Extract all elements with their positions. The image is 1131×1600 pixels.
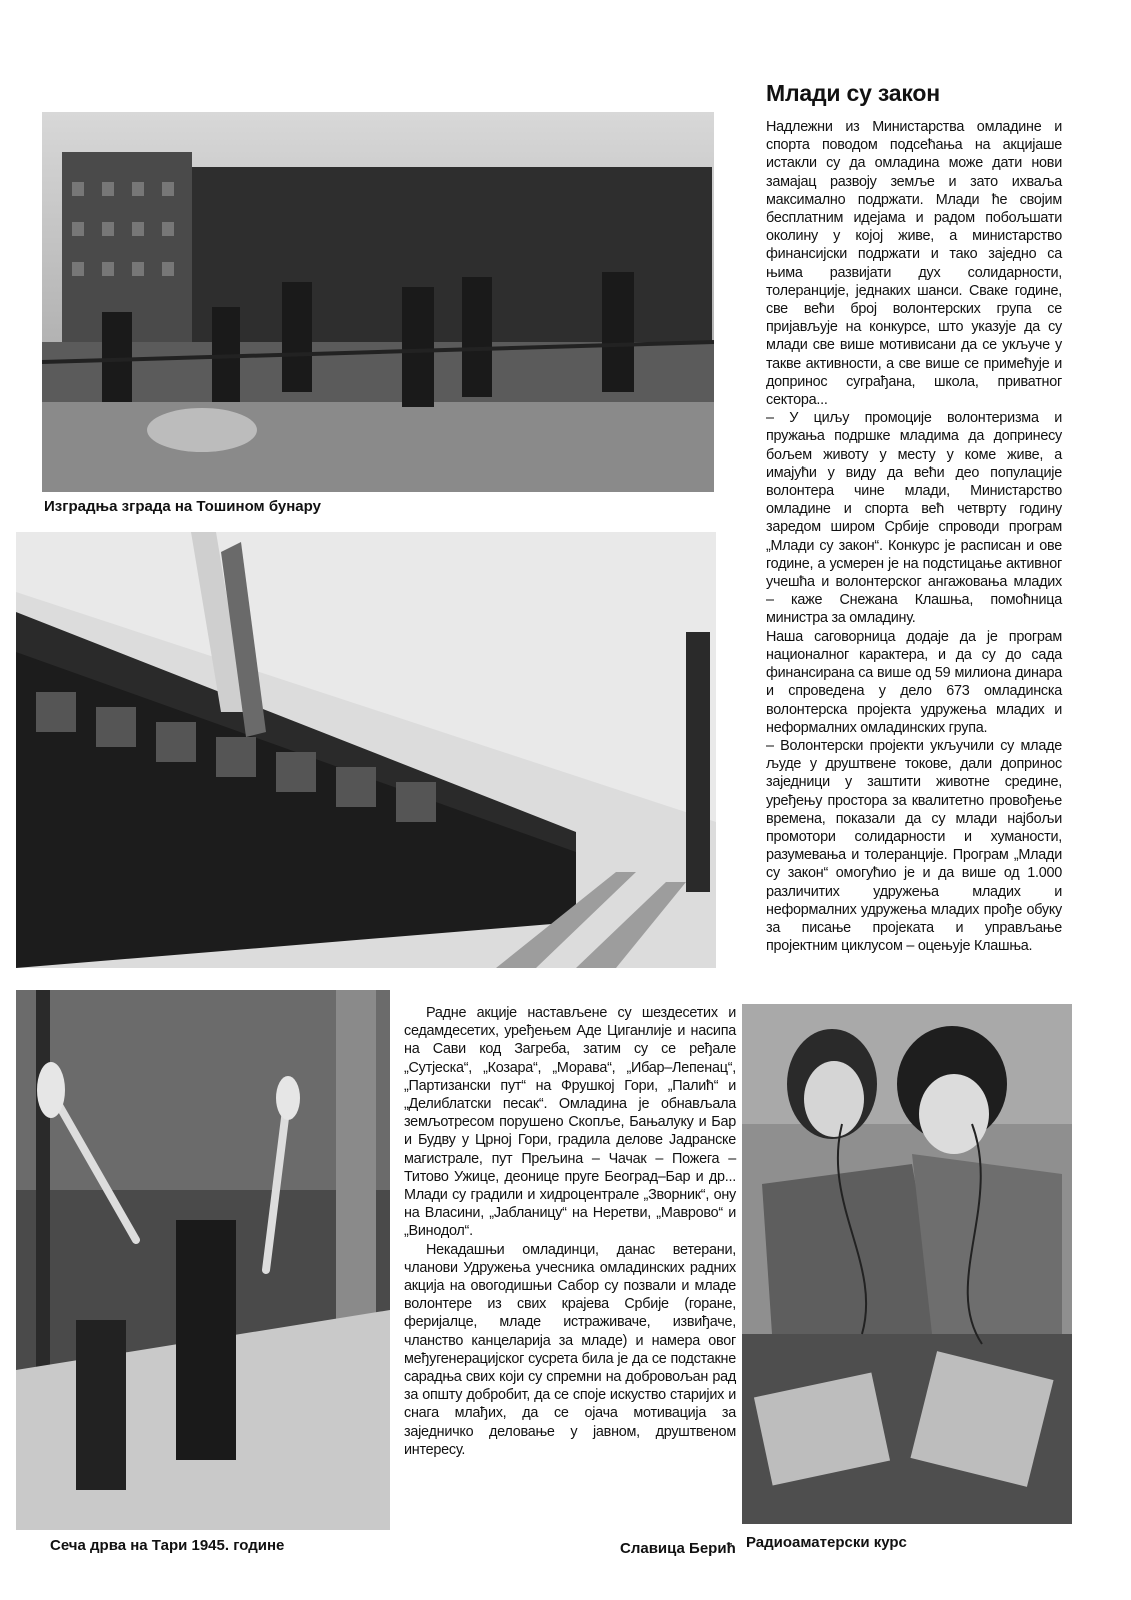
article-headline: Млади су закон <box>766 80 940 106</box>
paragraph: Радне акције настављене су шездесетих и седамдесетих, уређењем Аде Циганлије и насипа на Сави код Загреба, затим су се ређале „Сутјеска“, „Козара“, „Морава“, „Ибар–Лепенац“, „Партизански пут“ на Фрушкој Гори, „Палић“ и „Делиблатски песак“. Омладина је обнављала земљотресом порушено Скопље, Бањалуку и Бар и Будву у Црној Гори, градила делове Јадранске магистрале, пут Прељина – Чачак – Пожега – Титово Ужице, деонице пруге Београд–Бар и др... Млади су градили и хидроцентрале „Зворник“, ону на Власини, „Јабланицу“ на Неретви, „Маврово“ и „Винодол“. <box>404 1005 736 1240</box>
paragraph: – У циљу промоције волонтеризма и пружања подршке младима да допринесу бољем животу у месту у коме живе, а имајући у виду да већи део популације волонтера чине млади, Министарство омладине и спорта већ четврту годину заредом широм Србије спроводи програм „Млади су закон“. Конкурс је расписан и ове године, а усмерен је на подстицање активног учешћа и волонтерског ангажовања младих – каже Снежана Клашња, помоћница министра за омладину. <box>766 410 1062 627</box>
photo-caption-wood-cutting: Сеча дрва на Тари 1945. године <box>50 1537 285 1554</box>
paragraph: Некадашњи омладинци, данас ветерани, чланови Удружења учесника омладинских радних акција на овогодишњи Сабор су позвали и младе волонтере из свих крајева Србије (горане, феријалце, младе истраживаче, извиђаче, чланство канцеларија за младе) и намера овог међугенерацијског сусрета била је да се подстакне сарадња свих који су спремни на добровољан рад за општу добробит, да се споје искуство старијих и снага млађих, да се ојача мотивација за заједничко деловање у јавном, друштвеном интересу. <box>404 1241 736 1458</box>
wood-cutting-photo <box>16 990 390 1530</box>
radio-course-photo <box>742 1004 1072 1524</box>
paragraph: Надлежни из Министарства омладине и спорта поводом подсећања на акцијаше истакли су да омладина може дати нови замајац развоју земље и зато ихваља максимално подржати. Млади ће својим бесплатним идејама и радом побољшати околину у којој живе, а министарство финансијски подржати и тако заједно са њима развијати дух солидарности, толеранције, једнаких шанси. Сваке године, све већи број волонтерских група се пријављује на конкурсе, што указује да су млади све више мотивисани да се укључе у такве активности, а све више се примећује и допринос суграђана, школа, приватног сектора... <box>766 119 1062 409</box>
article-author: Славица Берић <box>620 1540 736 1557</box>
center-column <box>404 1004 736 1459</box>
right-column <box>766 118 1062 955</box>
construction-photo <box>42 112 714 492</box>
paragraph: – Волонтерски пројекти укључили су младе људе у друштвене токове, дали допринос заједници у заштити животне средине, уређењу простора за квалитетно провођење времена, показали да су млади најбољи промотори солидарности и хуманости, разумевања и толеранције. Програм „Млади су закон“ омогућио је и да више од 1.000 различитих удружења младих и неформалних удружења младих прође обуку за писање пројеката и управљање пројектним циклусом – оцењује Клашња. <box>766 737 1062 955</box>
photo-caption-radio-course: Радиоаматерски курс <box>746 1534 907 1551</box>
train-photo <box>16 532 716 968</box>
paragraph: Наша саговорница додаје да је програм националног карактера, и да су до сада финансирана са више од 59 милиона динара и спроведена у дело 673 омладинска волонтерска пројекта удружења младих и неформалних омладинских група. <box>766 628 1062 736</box>
photo-caption-construction: Изградња зграда на Тошином бунару <box>44 498 321 515</box>
